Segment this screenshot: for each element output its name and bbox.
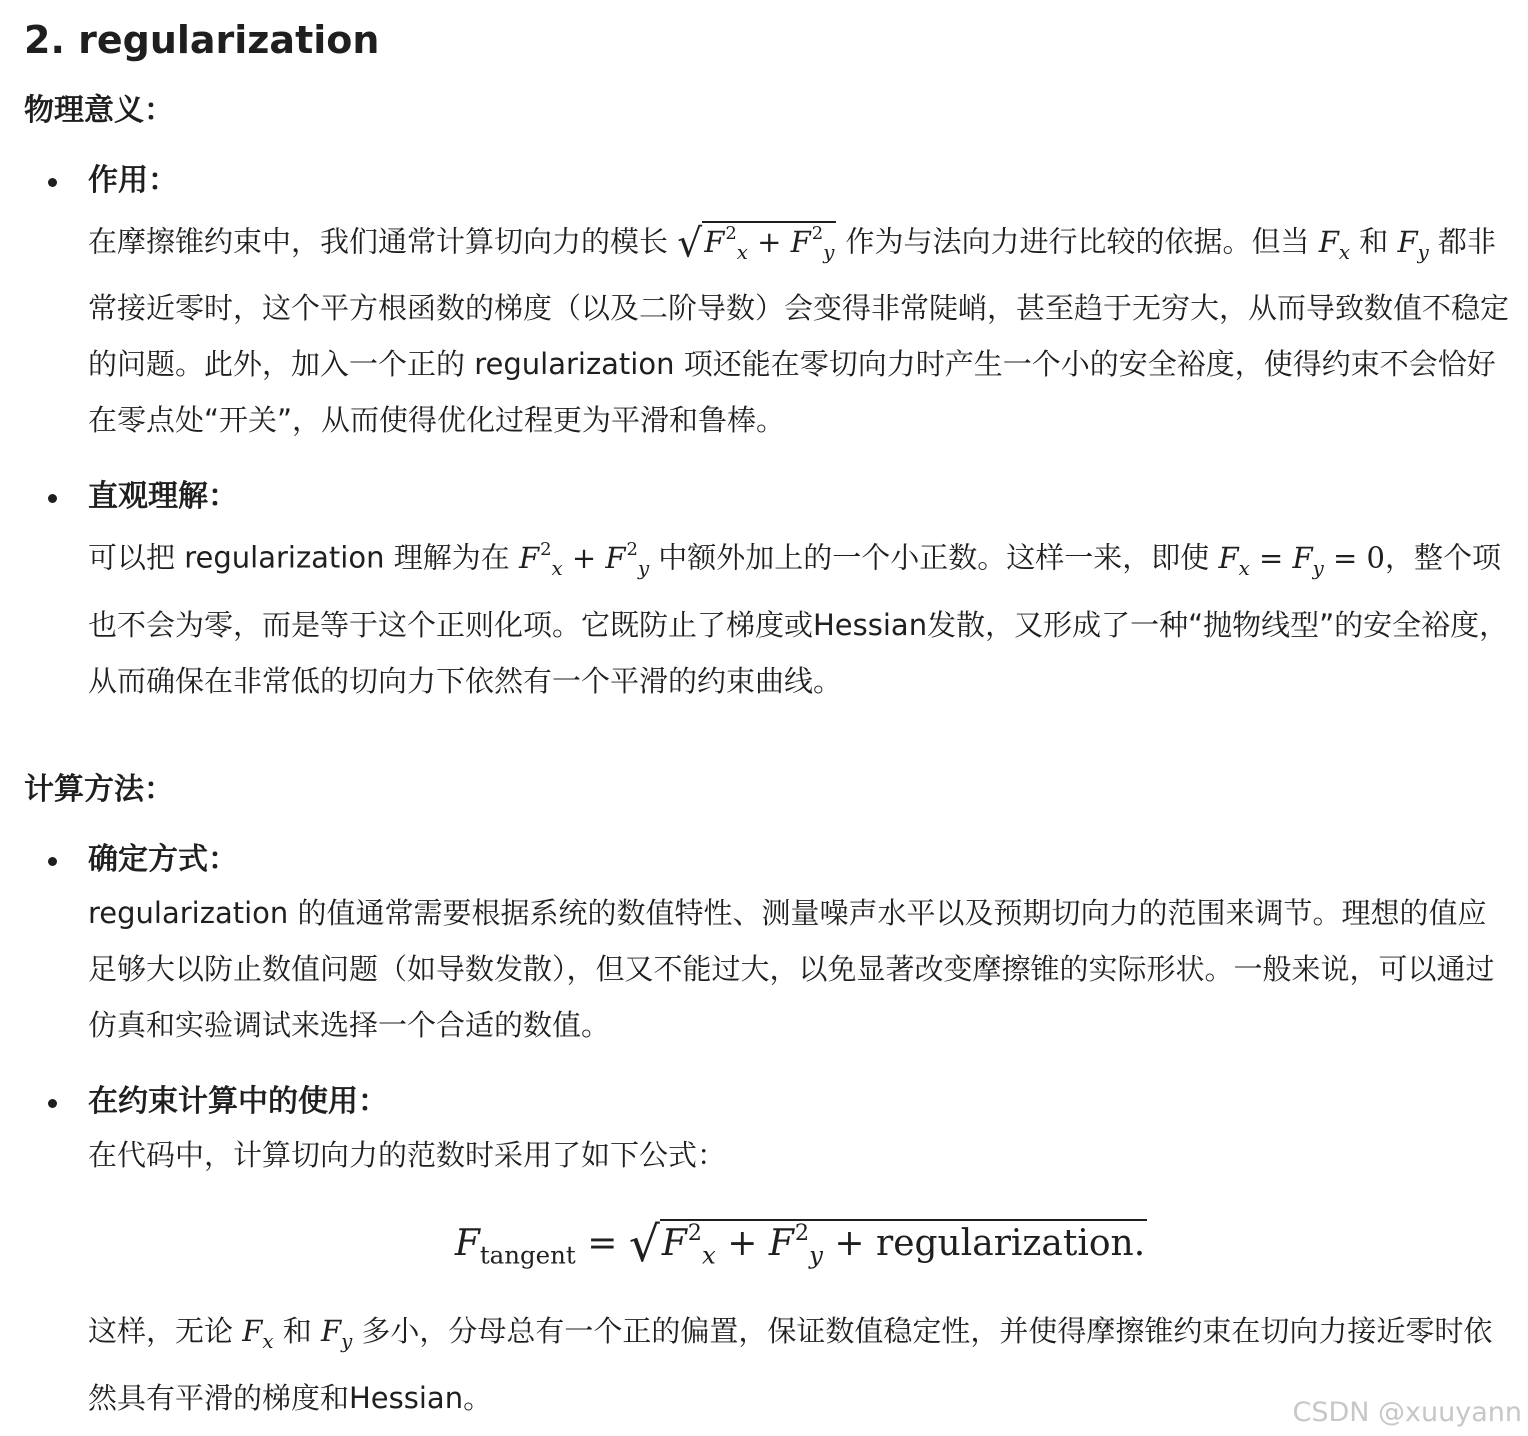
- text-run: 和: [282, 1313, 312, 1348]
- list-item-purpose: [24, 160, 1514, 448]
- item-title: 作用：: [88, 163, 178, 198]
- subheading-computation-method: 计算方法：: [24, 771, 174, 807]
- bullet-icon: [48, 494, 57, 503]
- text-run: 都非常接近零时，这个平方根函数的梯度（以及二阶导数）会变得非常陡峭，甚至趋于无穷大，从而导致数值不稳定的问题。此外，加入一个正的 regularization 项还能在零切向力时产生一个小的安全裕度，使得约束不会恰好在零点处“开关”，从而使得优化过程更为平滑和鲁棒。: [88, 224, 1510, 438]
- list-item-intuition: [24, 476, 1514, 708]
- item-title: 直观理解：: [88, 479, 238, 515]
- math-fx: $F_x$: [1318, 224, 1351, 264]
- item-body: regularization 的值通常需要根据系统的数值特性、测量噪声水平以及预期切向力的范围来调节。理想的值应足够大以防止数值问题（如导数发散），但又不能过大，以免显著改变摩擦锥的实际形状。一般来说，可以通过仿真和实验调试来选择一个合适的数值。: [88, 895, 1495, 1042]
- text-run: 多小，分母总有一个正的偏置，保证数值稳定性，并使得摩擦锥约束在切向力接近零时依然具有平滑的梯度和Hessian。: [88, 1313, 1493, 1415]
- physical-meaning-list: [24, 160, 1514, 709]
- text-run: 可以把 regularization 理解为在: [88, 541, 510, 576]
- text-run: 和: [1359, 224, 1389, 259]
- list-item-determination: [24, 839, 1514, 1053]
- radical-sign: √: [677, 221, 703, 267]
- bullet-icon: [48, 857, 57, 866]
- computation-method-list: [24, 839, 1514, 1426]
- item-body: 在代码中，计算切向力的范数时采用了如下公式：: [88, 1137, 727, 1172]
- sqrt-expression: [629, 1217, 1147, 1273]
- text-run: 中额外加上的一个小正数。这样一来，即使: [658, 541, 1210, 576]
- sqrt-expression: [677, 206, 836, 280]
- display-formula: $F_{tangent} = √F^2_x + F^2_y$ + regularization.: [454, 1216, 1146, 1273]
- list-item-usage: [24, 1081, 1514, 1426]
- item-title: 在约束计算中的使用：: [88, 1083, 388, 1119]
- math-sum-squares: $F^2_x + F^2_y$: [518, 539, 650, 580]
- section-heading: 2. regularization: [24, 18, 380, 62]
- math-fx: $F_x$: [242, 1313, 274, 1353]
- text-run: ，整个项也不会为零，而是等于这个正则化项。它既防止了梯度或Hessian发散，又形成了一种“抛物线型”的安全裕度，从而确保在非常低的切向力下依然有一个平滑的约束曲线。: [88, 541, 1509, 698]
- subheading-physical-meaning: 物理意义：: [24, 93, 174, 128]
- math-equality: $F_x = F_y$ =: [1218, 541, 1358, 580]
- item-body: [88, 206, 1514, 448]
- radical-sign: √: [628, 1216, 660, 1273]
- radicand: $F^2_x + F^2_y$: [702, 221, 836, 259]
- bullet-icon: [48, 178, 57, 187]
- item-title: 确定方式：: [88, 841, 238, 877]
- radicand: $F^2_x + F^2_y$ + regularization.: [661, 1219, 1146, 1270]
- math-fy: $F_y$: [1397, 224, 1429, 264]
- math-zero: 0: [1366, 541, 1385, 576]
- text-run: 这样，无论: [88, 1313, 234, 1348]
- watermark: CSDN @xuuyann: [1292, 1397, 1522, 1428]
- text-run: 在摩擦锥约束中，我们通常计算切向力的模长: [88, 224, 669, 259]
- document: [24, 14, 1514, 1426]
- item-body: [88, 522, 1514, 708]
- bullet-icon: [48, 1099, 57, 1108]
- text-run: 作为与法向力进行比较的依据。但当: [845, 224, 1310, 259]
- math-fy: $F_y$: [320, 1313, 353, 1353]
